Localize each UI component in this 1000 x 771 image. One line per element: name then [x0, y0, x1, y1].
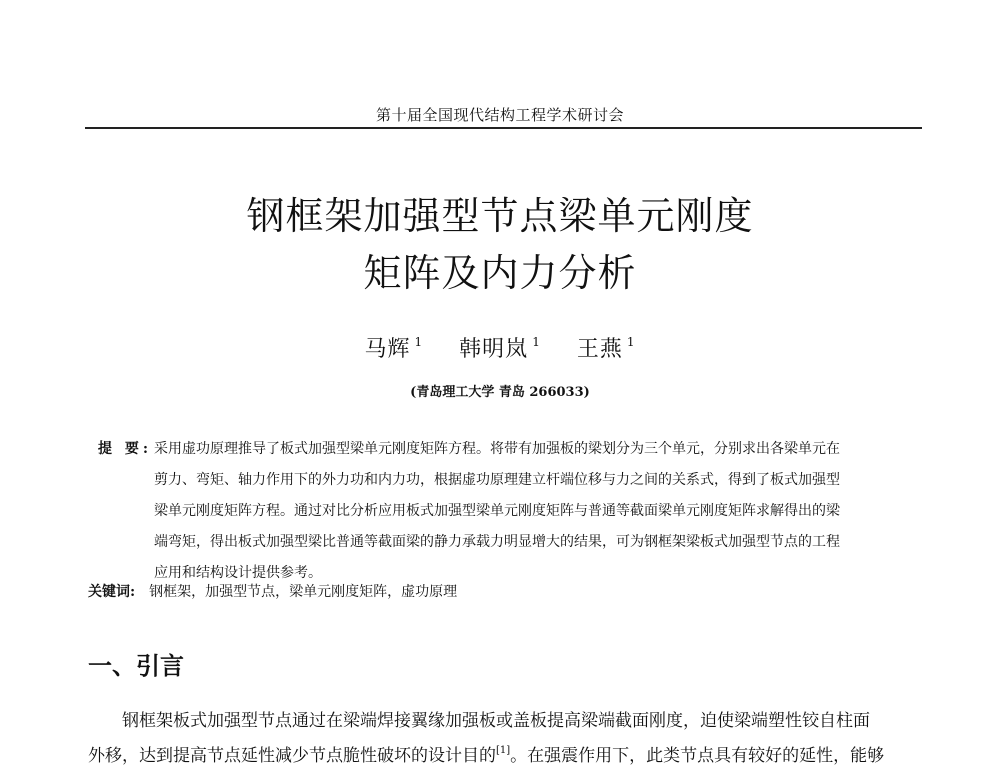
- citation-ref: [1]: [496, 745, 511, 756]
- author: [365, 337, 424, 362]
- header-rule: [85, 127, 922, 129]
- body-line: [88, 736, 918, 771]
- abstract-line: 端弯矩，得出板式加强型梁比普通等截面梁的静力承载力明显增大的结果，可为钢框架梁板式加强型节点的工程: [154, 534, 840, 550]
- body-text-segment: 。在强震作用下，此类节点具有较好的延性，能够: [510, 746, 885, 766]
- paper-title-line-1: 钢框架加强型节点梁单元刚度: [246, 194, 754, 238]
- author-name: 王燕: [576, 337, 623, 362]
- affiliation-mark: 1: [626, 335, 636, 349]
- affiliation-mark: 1: [532, 335, 541, 349]
- body-line: 钢框架板式加强型节点通过在梁端焊接翼缘加强板或盖板提高梁端截面刚度，迫使梁端塑性铰自柱面: [122, 711, 870, 731]
- section-heading: 一、引言: [88, 652, 184, 680]
- keywords: [88, 581, 457, 601]
- affiliation: (青岛理工大学 青岛 266033): [410, 385, 590, 400]
- author: [459, 337, 541, 362]
- keywords-label: 关键词:: [88, 584, 136, 600]
- abstract-line: 应用和结构设计提供参考。: [154, 565, 322, 581]
- keywords-text: 钢框架，加强型节点，梁单元刚度矩阵，虚功原理: [149, 584, 458, 600]
- author-name: 马辉: [364, 337, 411, 362]
- author-list: [0, 332, 1000, 363]
- author-name: 韩明岚: [459, 337, 529, 362]
- author: [577, 337, 636, 362]
- abstract-line: 梁单元刚度矩阵方程。通过对比分析应用板式加强型梁单元刚度矩阵与普通等截面梁单元刚度矩阵求解得出的梁: [154, 503, 840, 519]
- abstract-line: 剪力、弯矩、轴力作用下的外力功和内力功，根据虚功原理建立杆端位移与力之间的关系式，得到了板式加强型: [154, 472, 840, 488]
- abstract-line: 采用虚功原理推导了板式加强型梁单元刚度矩阵方程。将带有加强板的梁划分为三个单元，分别求出各梁单元在: [154, 441, 840, 457]
- paper-title-line-2: 矩阵及内力分析: [363, 251, 637, 295]
- abstract: [98, 434, 918, 589]
- abstract-label: 提 要:: [98, 441, 153, 457]
- running-header: 第十届全国现代结构工程学术研讨会: [375, 106, 624, 124]
- body-text-segment: 外移，达到提高节点延性减少节点脆性破坏的设计目的: [88, 746, 496, 766]
- body-paragraph: [88, 706, 918, 771]
- affiliation-mark: 1: [414, 335, 424, 349]
